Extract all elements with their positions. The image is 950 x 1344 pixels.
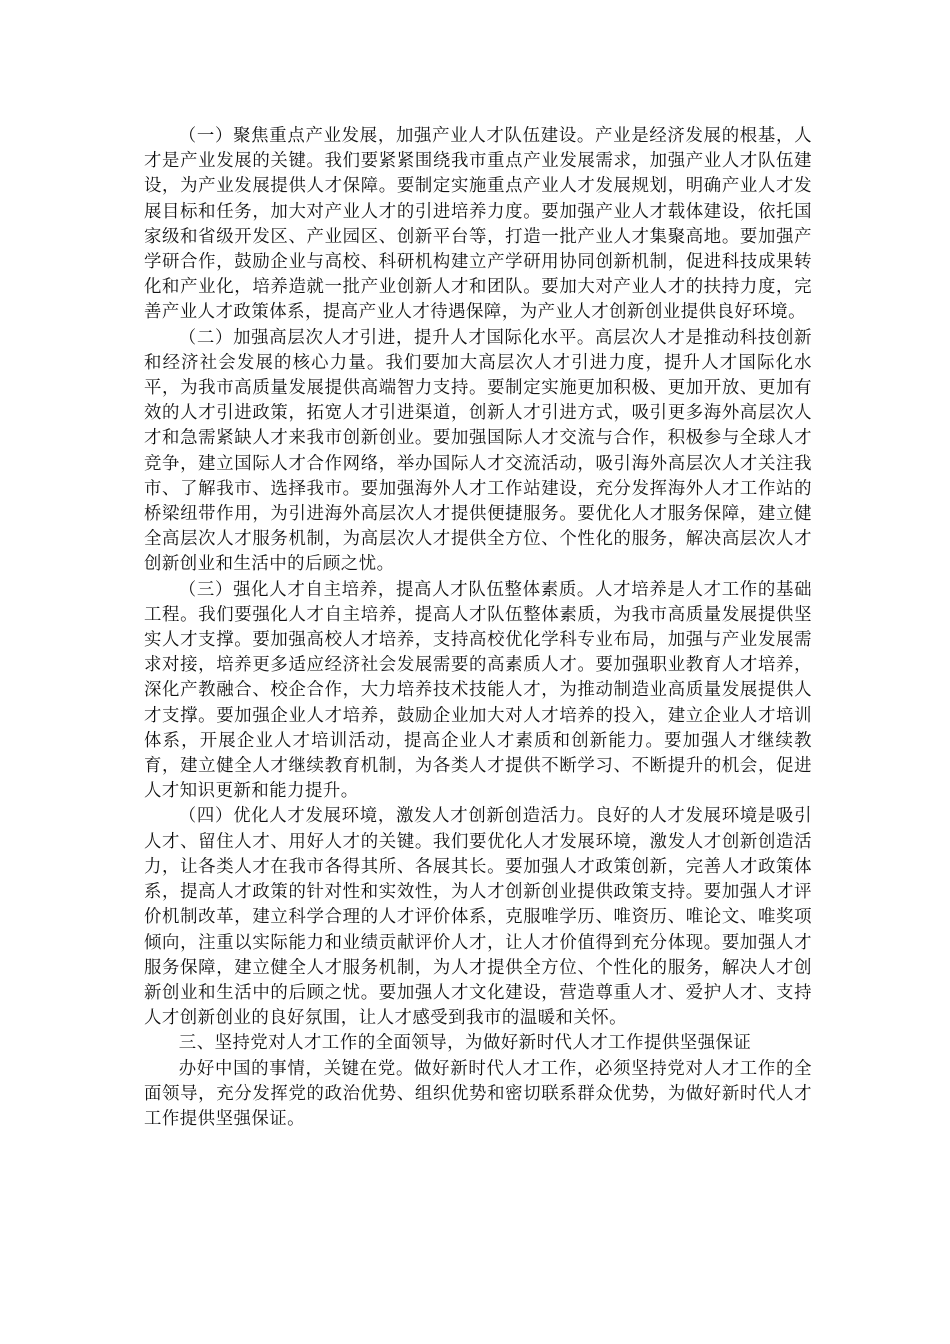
- paragraph-high-level-talent: （二）加强高层次人才引进，提升人才国际化水平。高层次人才是推动科技创新和经济社会发展的核心力量。我们要加大高层次人才引进力度，提升人才国际化水平，为我市高质量发展提供高端智力支持。要制定实施更加积极、更加开放、更加有效的人才引进政策，拓宽人才引进渠道，创新人才引进方式，吸引更多海外高层次人才和急需紧缺人才来我市创新创业。要加强国际人才交流与合作，积极参与全球人才竞争，建立国际人才合作网络，举办国际人才交流活动，吸引海外高层次人才关注我市、了解我市、选择我市。要加强海外人才工作站建设，充分发挥海外人才工作站的桥梁纽带作用，为引进海外高层次人才提供便捷服务。要优化人才服务保障，建立健全高层次人才服务机制，为高层次人才提供全方位、个性化的服务，解决高层次人才创新创业和生活中的后顾之忧。: [144, 327, 812, 575]
- section-heading: 三、坚持党对人才工作的全面领导，为做好新时代人才工作提供坚强保证: [178, 1033, 752, 1054]
- paragraph-talent-cultivation: （三）强化人才自主培养，提高人才队伍整体素质。人才培养是人才工作的基础工程。我们要强化人才自主培养，提高人才队伍整体素质，为我市高质量发展提供坚实人才支撑。要加强高校人才培养，支持高校优化学科专业布局，加强与产业发展需求对接，培养更多适应经济社会发展需要的高素质人才。要加强职业教育人才培养，深化产教融合、校企合作，大力培养技术技能人才，为推动制造业高质量发展提供人才支撑。要加强企业人才培养，鼓励企业加大对人才培养的投入，建立企业人才培训体系，开展企业人才培训活动，提高企业人才素质和创新能力。要加强人才继续教育，建立健全人才继续教育机制，为各类人才提供不断学习、不断提升的机会，促进人才知识更新和能力提升。: [144, 579, 812, 802]
- paragraph-talent-environment: （四）优化人才发展环境，激发人才创新创造活力。良好的人才发展环境是吸引人才、留住人才、用好人才的关键。我们要优化人才发展环境，激发人才创新创造活力，让各类人才在我市各得其所、各展其长。要加强人才政策创新，完善人才政策体系，提高人才政策的针对性和实效性，为人才创新创业提供政策支持。要加强人才评价机制改革，建立科学合理的人才评价体系，克服唯学历、唯资历、唯论文、唯奖项倾向，注重以实际能力和业绩贡献评价人才，让人才价值得到充分体现。要加强人才服务保障，建立健全人才服务机制，为人才提供全方位、个性化的服务，解决人才创新创业和生活中的后顾之忧。要加强人才文化建设，营造尊重人才、爱护人才、支持人才创新创业的良好氛围，让人才感受到我市的温暖和关怀。: [144, 806, 812, 1029]
- paragraph-party-leadership: 办好中国的事情，关键在党。做好新时代人才工作，必须坚持党对人才工作的全面领导，充分发挥党的政治优势、组织优势和密切联系群众优势，为做好新时代人才工作提供坚强保证。: [144, 1058, 812, 1129]
- paragraph-industry-talent: （一）聚焦重点产业发展，加强产业人才队伍建设。产业是经济发展的根基，人才是产业发展的关键。我们要紧紧围绕我市重点产业发展需求，加强产业人才队伍建设，为产业发展提供人才保障。要制定实施重点产业人才发展规划，明确产业人才发展目标和任务，加大对产业人才的引进培养力度。要加强产业人才载体建设，依托国家级和省级开发区、产业园区、创新平台等，打造一批产业人才集聚高地。要加强产学研合作，鼓励企业与高校、科研机构建立产学研用协同创新机制，促进科技成果转化和产业化，培养造就一批产业创新人才和团队。要加大对产业人才的扶持力度，完善产业人才政策体系，提高产业人才待遇保障，为产业人才创新创业提供良好环境。: [144, 126, 812, 323]
- document-body: [144, 124, 812, 1132]
